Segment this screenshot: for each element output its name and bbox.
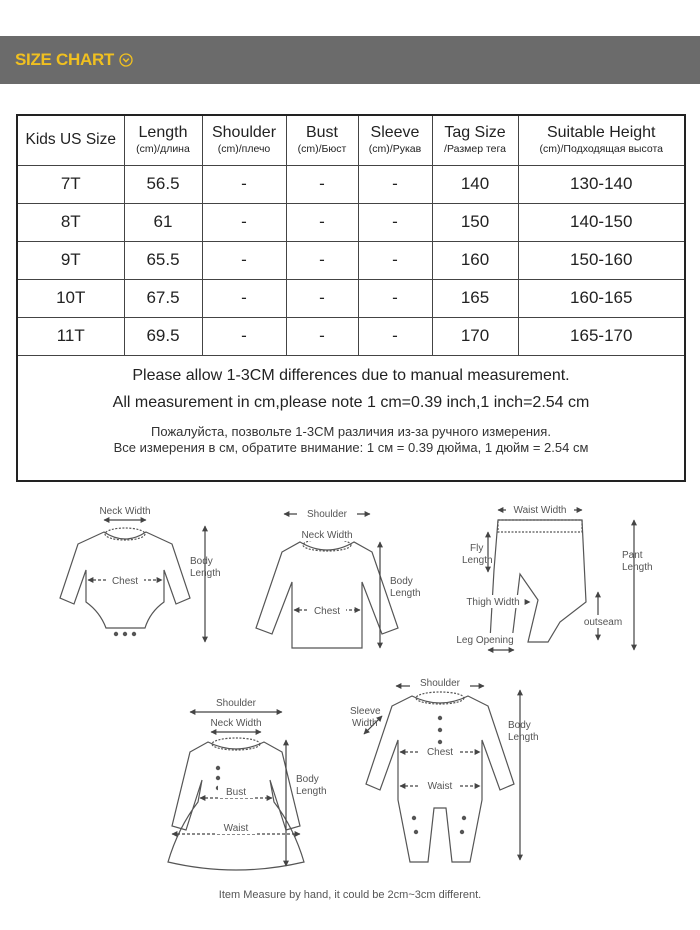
size-table-frame xyxy=(16,114,686,482)
table-row xyxy=(18,317,684,355)
cell-size: 11T xyxy=(18,317,124,355)
dress-neck-width-label: Neck Width xyxy=(210,718,262,729)
cell-length: 56.5 xyxy=(124,165,202,203)
romper-body-length-label-1: Body xyxy=(508,720,531,731)
cell-length: 69.5 xyxy=(124,317,202,355)
cell-sleeve: - xyxy=(358,279,432,317)
pants-fly-length-label-1: Fly xyxy=(470,543,484,554)
measurement-diagrams xyxy=(0,490,700,930)
cell-suitable-height: 165-170 xyxy=(518,317,684,355)
pants-pant-length-label-2: Length xyxy=(622,562,653,573)
cell-suitable-height: 160-165 xyxy=(518,279,684,317)
header-sleeve: Sleeve (cm)/Рукав xyxy=(358,116,432,165)
chevron-down-circle-icon xyxy=(119,53,133,67)
romper-waist-label: Waist xyxy=(427,781,453,792)
dress-bust-label: Bust xyxy=(225,787,247,798)
cell-length: 67.5 xyxy=(124,279,202,317)
size-chart-banner xyxy=(0,36,700,84)
cell-sleeve: - xyxy=(358,203,432,241)
pants-fly-length-label-2: Length xyxy=(462,555,493,566)
cell-bust: - xyxy=(286,279,358,317)
romper-sleeve-width-label-1: Sleeve xyxy=(350,706,381,717)
note-manual-difference-ru: Пожалуйста, позвольте 1-3CM различия из-за ручного измерения. xyxy=(151,424,551,439)
cell-tag-size: 170 xyxy=(432,317,518,355)
pants-leg-opening-label: Leg Opening xyxy=(456,635,514,646)
cell-size: 7T xyxy=(18,165,124,203)
shirt-shoulder-label: Shoulder xyxy=(306,509,348,520)
romper-diagram xyxy=(364,686,520,862)
dress-body-length-label-1: Body xyxy=(296,774,319,785)
romper-chest-label: Chest xyxy=(426,747,454,758)
romper-sleeve-width-label-2: Width xyxy=(352,718,378,729)
header-suitable-height: Suitable Height (cm)/Подходящая высота xyxy=(518,116,684,165)
dress-shoulder-label: Shoulder xyxy=(215,698,257,709)
size-chart-title: SIZE CHART xyxy=(15,50,115,69)
cell-size: 10T xyxy=(18,279,124,317)
top-spacer xyxy=(0,0,700,36)
bodysuit-chest-label: Chest xyxy=(111,576,139,587)
cell-suitable-height: 140-150 xyxy=(518,203,684,241)
cell-bust: - xyxy=(286,241,358,279)
cell-suitable-height: 150-160 xyxy=(518,241,684,279)
header-length: Length (cm)/длина xyxy=(124,116,202,165)
shirt-chest-label: Chest xyxy=(313,606,341,617)
table-row xyxy=(18,241,684,279)
cell-sleeve: - xyxy=(358,317,432,355)
cell-shoulder: - xyxy=(202,165,286,203)
bodysuit-body-length-label-2: Length xyxy=(190,568,221,579)
cell-suitable-height: 130-140 xyxy=(518,165,684,203)
shirt-neck-width-label: Neck Width xyxy=(301,530,353,541)
cell-bust: - xyxy=(286,165,358,203)
header-bust: Bust (cm)/Бюст xyxy=(286,116,358,165)
cell-sleeve: - xyxy=(358,241,432,279)
romper-body-length-label-2: Length xyxy=(508,732,539,743)
cell-bust: - xyxy=(286,203,358,241)
pants-diagram xyxy=(488,510,634,650)
cell-tag-size: 160 xyxy=(432,241,518,279)
table-row xyxy=(18,203,684,241)
cell-shoulder: - xyxy=(202,279,286,317)
note-unit-conversion: All measurement in cm,please note 1 cm=0.39 inch,1 inch=2.54 cm xyxy=(112,394,590,411)
bodysuit-neck-width-label: Neck Width xyxy=(99,506,151,517)
cell-tag-size: 150 xyxy=(432,203,518,241)
header-tag-size: Tag Size /Размер тега xyxy=(432,116,518,165)
header-shoulder: Shoulder (cm)/плечо xyxy=(202,116,286,165)
cell-shoulder: - xyxy=(202,203,286,241)
table-header-row xyxy=(18,116,684,165)
table-row xyxy=(18,279,684,317)
note-unit-conversion-ru: Все измерения в см, обратите внимание: 1 см = 0.39 дюйма, 1 дюйм = 2.54 см xyxy=(113,440,589,455)
cell-bust: - xyxy=(286,317,358,355)
shirt-body-length-label-1: Body xyxy=(390,576,413,587)
cell-tag-size: 140 xyxy=(432,165,518,203)
garment-diagrams-svg xyxy=(0,490,700,930)
dress-body-length-label-2: Length xyxy=(296,786,327,797)
note-manual-difference: Please allow 1-3CM differences due to manual measurement. xyxy=(132,367,570,384)
measurement-notes xyxy=(18,355,684,480)
dress-waist-label: Waist xyxy=(223,823,249,834)
pants-outseam-label: outseam xyxy=(583,617,623,628)
pants-thigh-width-label: Thigh Width xyxy=(466,597,520,608)
header-kids-us-size: Kids US Size xyxy=(18,116,124,165)
pants-waist-width-label: Waist Width xyxy=(513,505,567,516)
cell-sleeve: - xyxy=(358,165,432,203)
bodysuit-body-length-label-1: Body xyxy=(190,556,213,567)
size-table xyxy=(18,116,684,356)
cell-length: 61 xyxy=(124,203,202,241)
romper-shoulder-label: Shoulder xyxy=(419,678,461,689)
cell-length: 65.5 xyxy=(124,241,202,279)
cell-shoulder: - xyxy=(202,241,286,279)
cell-shoulder: - xyxy=(202,317,286,355)
cell-size: 8T xyxy=(18,203,124,241)
cell-tag-size: 165 xyxy=(432,279,518,317)
cell-size: 9T xyxy=(18,241,124,279)
pants-pant-length-label-1: Pant xyxy=(622,550,643,561)
footer-measurement-note: Item Measure by hand, it could be 2cm~3cm different. xyxy=(218,889,482,901)
shirt-body-length-label-2: Length xyxy=(390,588,421,599)
table-row xyxy=(18,165,684,203)
